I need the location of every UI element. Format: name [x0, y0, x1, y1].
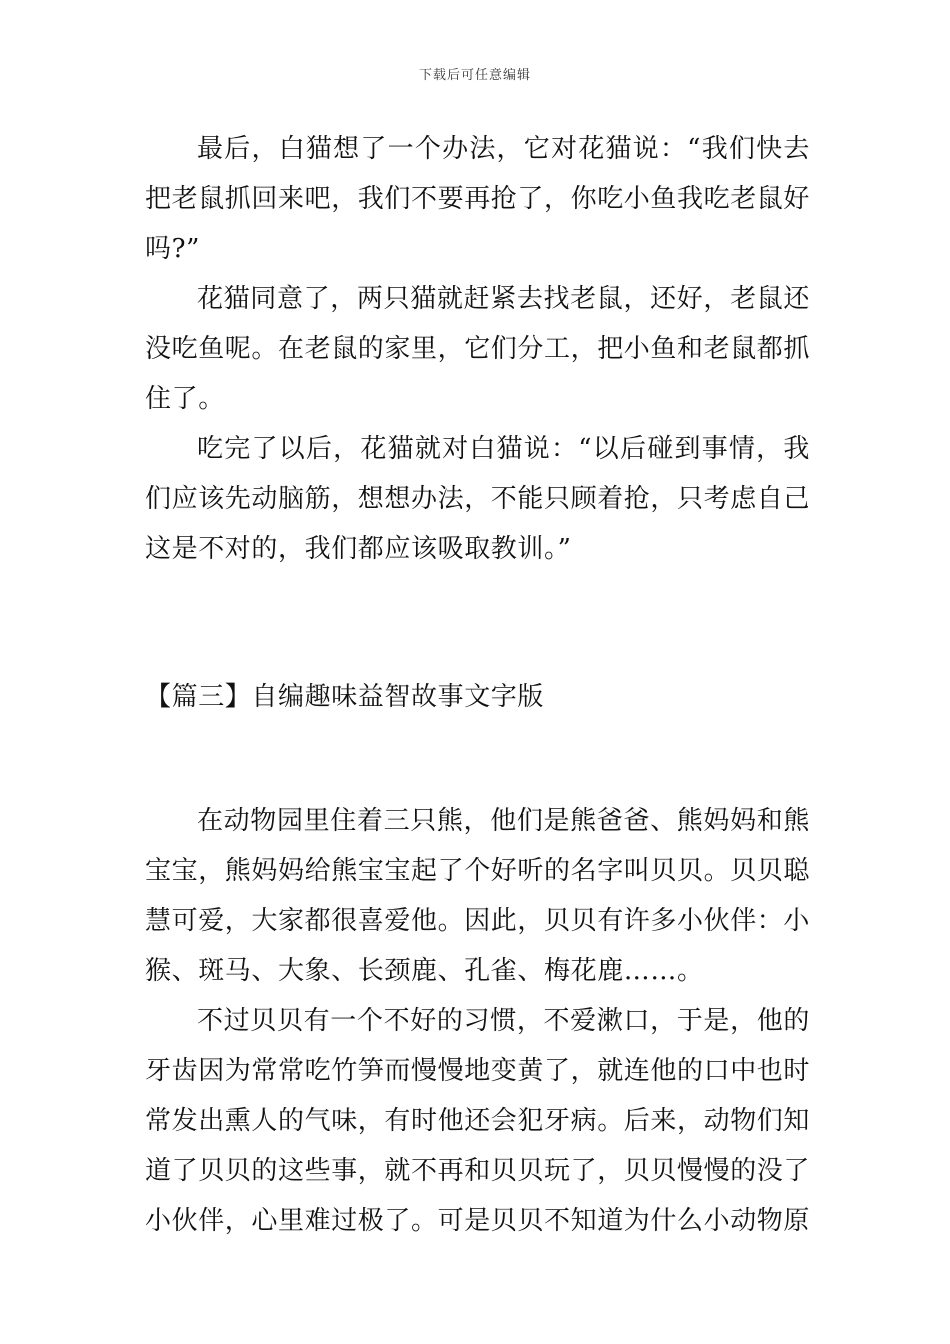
spacer: [145, 574, 810, 672]
paragraph: 不过贝贝有一个不好的习惯，不爱漱口，于是，他的牙齿因为常常吃竹笋而慢慢地变黄了，就连他的口中也时常发出熏人的气味，有时他还会犯牙病。后来，动物们知道了贝贝的这些事，就不再和贝贝玩了，贝贝慢慢的没了小伙伴，心里难过极了。可是贝贝不知道为什么小动物原: [145, 1006, 811, 1236]
paragraph: 花猫同意了，两只猫就赶紧去找老鼠，还好，老鼠还没吃鱼呢。在老鼠的家里，它们分工，把小鱼和老鼠都抓住了。: [145, 284, 811, 414]
paragraph: 最后，白猫想了一个办法，它对花猫说：“我们快去把老鼠抓回来吧，我们不要再抢了，你吃小鱼我吃老鼠好吗?”: [145, 134, 811, 264]
paragraph: 在动物园里住着三只熊，他们是熊爸爸、熊妈妈和熊宝宝，熊妈妈给熊宝宝起了个好听的名字叫贝贝。贝贝聪慧可爱，大家都很喜爱他。因此，贝贝有许多小伙伴：小猴、斑马、大象、长颈鹿、孔雀、梅花鹿……。: [145, 806, 811, 986]
document-body: [145, 124, 810, 1246]
section-title: 【篇三】自编趣味益智故事文字版: [145, 682, 545, 712]
spacer: [145, 722, 810, 796]
paragraph: 吃完了以后，花猫就对白猫说：“以后碰到事情，我们应该先动脑筋，想想办法，不能只顾着抢，只考虑自己这是不对的，我们都应该吸取教训。”: [145, 434, 811, 564]
page-header: 下载后可任意编辑: [418, 68, 531, 83]
